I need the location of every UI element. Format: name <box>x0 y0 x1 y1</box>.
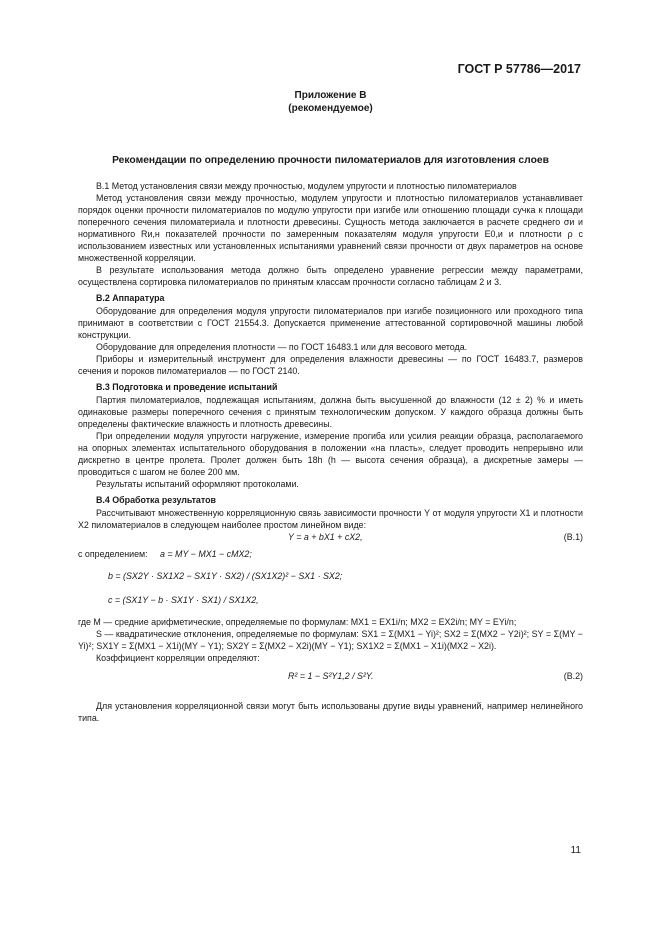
section-2-heading: В.2 Аппаратура <box>96 293 165 303</box>
section-4-paragraph-2: Для установления корреляционной связи могут быть использованы другие виды уравнений, например нелинейного типа. <box>78 701 583 723</box>
equation-b2-number: (В.2) <box>563 671 583 681</box>
section-3-paragraph-3: Результаты испытаний оформляют протоколами. <box>96 479 299 489</box>
section-1-paragraph-1: Метод установления связи между прочностью, модулем упругости и плотностью пиломатериалов устанавливает порядок оценки прочности пиломатериалов по модулю упругости при изгибе или отношению площади сучка к площади поперечного сечения пиломатериала и плотности древесины. Сущность метода заключается в расчете среднего σи и нормативного Rи,н показателей прочности по замеренным показателям модуля упругости E0,и и плотности ρ с использованием известных или установленных испытаниями уравнений связи прочности от двух параметров на основе множественной корреляции. <box>78 193 583 263</box>
section-3-heading: В.3 Подготовка и проведение испытаний <box>96 382 278 392</box>
section-1-paragraph-2: В результате использования метода должно быть определено уравнение регрессии между параметрами, осуществлена сортировка пиломатериалов по принятым классам прочности согласно таблицам 2 и 3. <box>78 265 583 287</box>
section-2-paragraph-1: Оборудование для определения модуля упругости пиломатериалов при изгибе позиционного или проходного типа принимают в соответствии с ГОСТ 21554.3. Допускается применение аттестованной сортировочной машины любой конструкции. <box>78 306 583 340</box>
section-1-heading: В.1 Метод установления связи между прочностью, модулем упругости и плотностью пиломатериалов <box>96 181 517 191</box>
section-2-paragraph-3: Приборы и измерительный инструмент для определения влажности древесины — по ГОСТ 16483.7, размеров сечения и пороков пиломатериалов — по ГОСТ 2140. <box>78 354 583 376</box>
deviation-definition: S — квадратические отклонения, определяемые по формулам: SX1 = Σ(MX1 − Yi)²; SX2 = Σ(MX2 − Y2i)²; SY = Σ(MY − Yi)²; SX1Y = Σ(MX1 − X1i)(MY − Y1); SX2Y = Σ(MX2 − X2i)(MY − Y1); SX1X2 = Σ(MX1 − X1i)(MX2 − X2i). <box>78 629 583 651</box>
section-3-paragraph-1: Партия пиломатериалов, подлежащая испытаниям, должна быть высушенной до влажности (12 ± 2) % и иметь одинаковые размеры поперечного сечения с принятым технологическим допуском. У каждого образца должны быть определены фактические влажность и плотность древесины. <box>78 395 583 429</box>
definition-a: a = MY − MX1 − cMX2; <box>160 549 252 559</box>
document-title: Рекомендации по определению прочности пиломатериалов для изготовления слоев <box>112 155 549 166</box>
mean-definition: где M — средние арифметические, определяемые по формулам: MX1 = EX1i/n; MX2 = EX2i/n; MY = EYi/n; <box>78 617 517 627</box>
definitions-label: с определением: <box>78 549 148 559</box>
standard-number: ГОСТ Р 57786—2017 <box>457 62 581 76</box>
page-number: 11 <box>570 845 581 856</box>
annex-title: Приложение В <box>294 90 367 101</box>
section-2-paragraph-2: Оборудование для определения плотности — по ГОСТ 16483.1 или для весового метода. <box>96 342 468 352</box>
correlation-intro: Коэффициент корреляции определяют: <box>96 653 260 663</box>
equation-b2-expression: R² = 1 − S²Y1,2 / S²Y. <box>288 671 374 681</box>
section-3-paragraph-2: При определении модуля упругости нагружение, измерение прогиба или усилия реакции образца, располагаемого на опорных элементах испытательного оборудования в положении «на пласть», следует проводить непрерывно или дискретно в центре пролета. Пролет должен быть 18h (h — высота сечения образца), а дискретные замеры — проводиться с шагом не более 200 мм. <box>78 431 583 477</box>
document-body <box>78 180 583 724</box>
coefficient-definitions <box>78 546 583 616</box>
equation-b1-number: (В.1) <box>563 532 583 542</box>
equation-b1-expression: Y = a + bX1 + cX2, <box>288 532 363 542</box>
equation-b2 <box>78 670 583 692</box>
definition-c: c = (SX1Y − b · SX1Y · SX1) / SX1X2, <box>108 595 259 605</box>
definition-b: b = (SX2Y · SX1X2 − SX1Y · SX2) / (SX1X2)² − SX1 · SX2; <box>108 571 343 581</box>
equation-b1 <box>78 531 583 546</box>
annex-status: (рекомендуемое) <box>288 103 373 114</box>
section-4-paragraph-1: Рассчитывают множественную корреляционную связь зависимости прочности Y от модуля упругости X1 и плотности X2 пиломатериалов в следующем наиболее простом линейном виде: <box>78 508 583 530</box>
section-4-heading: В.4 Обработка результатов <box>96 495 216 505</box>
